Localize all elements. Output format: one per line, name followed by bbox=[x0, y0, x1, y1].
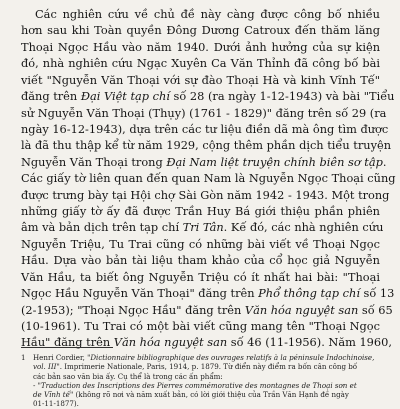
text-run: sử Nguyễn Văn Thoại (Thụy) (1761 - 1829)" đăng trên số 29 (ra bbox=[21, 105, 387, 120]
text-run: Ngọc Hầu Nguyễn Văn Thoại" đăng trên bbox=[21, 286, 259, 301]
footnote-line bbox=[21, 399, 380, 408]
body-line bbox=[21, 203, 380, 219]
footnote-line bbox=[21, 372, 380, 381]
body-line bbox=[21, 252, 380, 268]
italic-text: de Vĩnh tế" bbox=[33, 390, 74, 400]
body-line bbox=[21, 88, 395, 104]
footnote-line bbox=[21, 381, 380, 390]
italic-text: Đại Nam liệt truyện chính biên sơ tập bbox=[166, 154, 383, 169]
footnote-line bbox=[21, 353, 380, 362]
body-line bbox=[21, 318, 380, 334]
body-line bbox=[21, 219, 384, 235]
text-run: Các giấy tờ liên quan đến quan Nam là Nguyễn Ngọc Thoại cũng bbox=[21, 171, 396, 186]
text-run: hơn sau khi Toàn quyền Đông Dương Catroux đến thăm lăng bbox=[21, 23, 380, 38]
italic-text: Phổ thông tạp chí bbox=[258, 286, 360, 301]
text-run: số 46 (11-1956). Năm 1960, bbox=[227, 335, 392, 350]
body-line bbox=[21, 302, 393, 318]
body-line bbox=[21, 187, 390, 203]
text-run: các bản sao văn bia ấy. Cụ thể là trong các ấn phẩm: bbox=[33, 371, 223, 381]
text-run: âm và bản dịch trên tạp chí bbox=[21, 220, 183, 235]
body-line bbox=[21, 105, 387, 121]
italic-text: Đại Việt tạp chí bbox=[80, 89, 170, 104]
text-run: Văn Hầu, ta biết ông Nguyễn Triệu có ít nhất hai bài: "Thoại bbox=[21, 269, 380, 284]
italic-text: vol. III" bbox=[33, 362, 60, 372]
footnote-number: 1 bbox=[21, 353, 26, 362]
footnote-line bbox=[21, 362, 380, 371]
body-line bbox=[21, 170, 396, 186]
text-run: Hầu" đăng trên bbox=[21, 335, 114, 350]
italic-text: "Traduction des Inscriptions des Pierres commémorative des montagnes de Thoại sơn et bbox=[37, 380, 357, 390]
text-run: Hầu. Dựa vào bản tài liệu tham khảo của cổ học giả Nguyễn bbox=[21, 253, 380, 268]
text-run: (10-1961). Tu Trai có một bài viết cũng mang tên "Thoại Ngọc bbox=[21, 319, 380, 334]
text-run: số 13 bbox=[359, 286, 395, 301]
text-run: - bbox=[33, 380, 38, 390]
body-line bbox=[21, 334, 392, 350]
italic-text: Văn hóa nguyệt san bbox=[113, 335, 228, 350]
text-run: ngày 16-12-1943), dựa trên các tư liệu điền dã mà ông tìm được bbox=[21, 121, 389, 136]
body-line bbox=[21, 22, 380, 38]
body-line bbox=[21, 137, 392, 153]
text-run: Nguyễn Triệu, Tu Trai cũng có những bài viết về Thoại Ngọc bbox=[21, 236, 380, 251]
body-line bbox=[21, 6, 380, 22]
text-run: được trưng bày tại Hội chợ Sài Gòn năm 1942 - 1943. Một trong bbox=[21, 187, 390, 202]
text-run: đó, nhà nghiên cứu Ngạc Xuyên Ca Văn Thỉnh đã công bố bài bbox=[21, 56, 380, 71]
italic-text: Tri Tân bbox=[182, 220, 224, 235]
text-run: đăng trên bbox=[21, 89, 81, 104]
text-run: số 65 bbox=[358, 302, 393, 317]
text-run: Henri Cordier, bbox=[33, 353, 88, 362]
text-run: 01-11-1877). bbox=[33, 399, 79, 409]
body-line bbox=[21, 269, 380, 285]
text-run: viết "Nguyễn Văn Thoại với sự đào Thoại Hà và kinh Vĩnh Tế" bbox=[21, 72, 380, 87]
body-line bbox=[21, 121, 389, 137]
text-run: những giấy tờ ấy đã được Trần Huy Bá giới thiệu phần phiên bbox=[21, 204, 380, 219]
text-run: là đã thu thập kể từ năm 1929, cộng thêm phần dịch tiểu truyện bbox=[21, 138, 392, 153]
text-run: (2-1953); "Thoại Ngọc Hầu" đăng trên bbox=[21, 302, 245, 317]
body-line bbox=[21, 39, 380, 55]
body-line bbox=[21, 285, 395, 301]
body-line bbox=[21, 236, 380, 252]
footnote-separator bbox=[21, 347, 113, 348]
text-run: . bbox=[382, 154, 387, 169]
italic-text: Văn hóa nguyệt san bbox=[244, 302, 359, 317]
footnotes bbox=[21, 353, 380, 409]
text-run: Nguyễn Văn Thoại trong bbox=[21, 154, 167, 169]
body-line bbox=[21, 55, 380, 71]
italic-text: "Dictionnaire bibliographique des ouvrages relatifs à la péninsule Indochinoise, bbox=[87, 353, 375, 362]
body-line bbox=[21, 72, 380, 88]
text-run: Các nghiên cứu về chủ đề này càng được công bố nhiều bbox=[35, 7, 380, 21]
text-run: . Imprimerie Nationale, Paris, 1914, p. 1879. Từ điển này điểm ra bốn cân công bố bbox=[59, 362, 358, 372]
body-text bbox=[21, 6, 396, 351]
body-line bbox=[21, 154, 387, 170]
footnote-line bbox=[21, 390, 380, 399]
text-run: (không rõ nơi và năm xuất bản, có lời giới thiệu của Trần Văn Hạnh đề ngày bbox=[73, 390, 349, 400]
text-run: . Kế đó, các nhà nghiên cứu bbox=[223, 220, 384, 235]
text-run: số 28 (ra ngày 1-12-1943) và bài "Tiểu bbox=[169, 89, 395, 104]
text-run: Thoại Ngọc Hầu vào năm 1940. Dưới ảnh hưởng của sự kiện bbox=[21, 39, 380, 54]
